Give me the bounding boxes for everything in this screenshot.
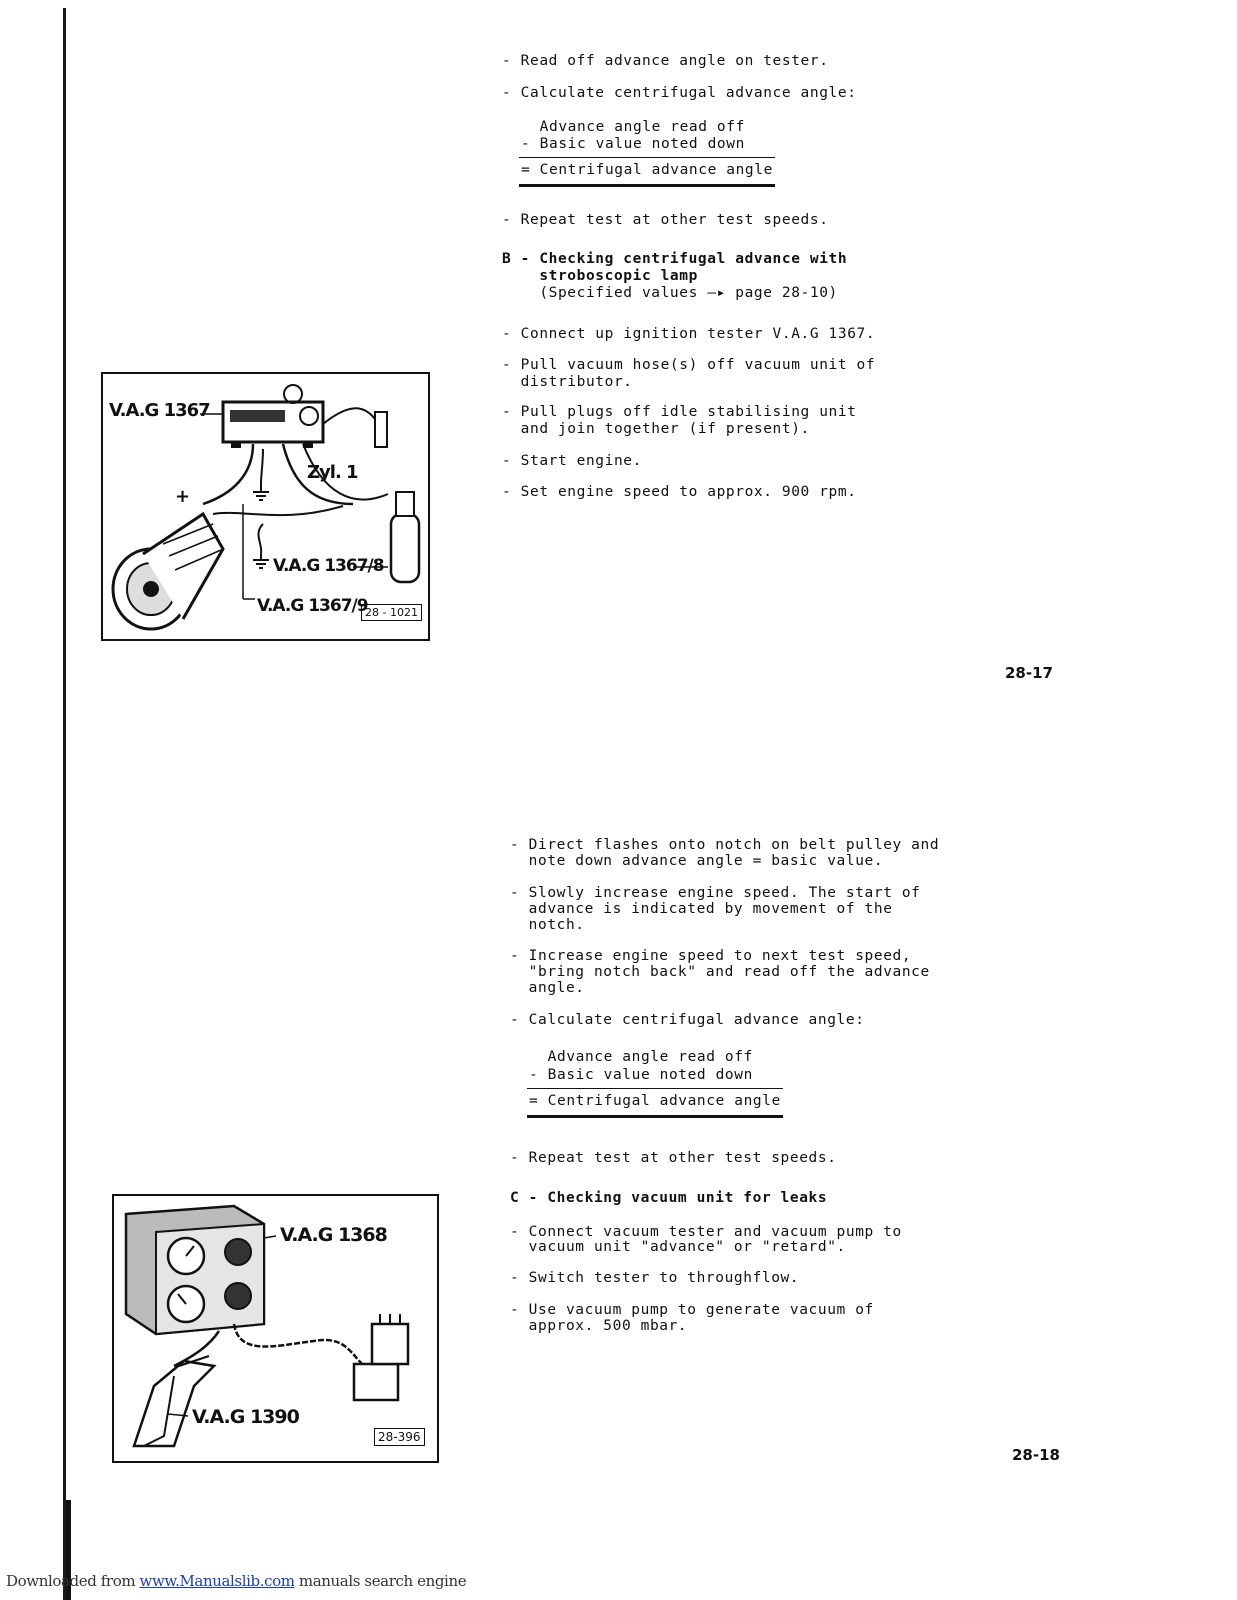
- step-next-speed-1: - Increase engine speed to next test speed,: [510, 948, 912, 964]
- label-vag-1390: V.A.G 1390: [192, 1406, 299, 1428]
- calc2-line-read-off: Advance angle read off: [529, 1049, 753, 1065]
- step-generate-vacuum-2: approx. 500 mbar.: [510, 1318, 688, 1334]
- step-pull-plugs-2: and join together (if present).: [502, 421, 810, 437]
- step-connect-vacuum-1: - Connect vacuum tester and vacuum pump to: [510, 1224, 902, 1240]
- section-b-spec: (Specified values —▸ page 28-10): [502, 285, 838, 301]
- figure-ref-28-1021: 28 - 1021: [361, 604, 422, 621]
- step-direct-flashes-1: - Direct flashes onto notch on belt pulley and: [510, 837, 940, 853]
- label-cylinder-1: Zyl. 1: [307, 462, 358, 483]
- label-plus: +: [175, 486, 190, 507]
- calc2-rule-top: [527, 1088, 783, 1089]
- calc-result: = Centrifugal advance angle: [521, 162, 773, 178]
- calc2-line-basic-value: - Basic value noted down: [529, 1067, 753, 1083]
- step-increase-slowly-2: advance is indicated by movement of the: [510, 901, 893, 917]
- step-next-speed-3: angle.: [510, 980, 585, 996]
- step-pull-hose-1: - Pull vacuum hose(s) off vacuum unit of: [502, 357, 876, 373]
- step-start-engine: - Start engine.: [502, 453, 642, 469]
- section-b-title-1: B - Checking centrifugal advance with: [502, 251, 848, 267]
- step-pull-plugs-1: - Pull plugs off idle stabilising unit: [502, 404, 857, 420]
- step-increase-slowly-1: - Slowly increase engine speed. The start of: [510, 885, 921, 901]
- step-pull-hose-2: distributor.: [502, 374, 633, 390]
- calc-rule-top: [519, 157, 775, 158]
- step-next-speed-2: "bring notch back" and read off the advance: [510, 964, 930, 980]
- figure-ignition-tester: [101, 372, 430, 641]
- step-repeat-test-2: - Repeat test at other test speeds.: [510, 1150, 837, 1166]
- page-number-28-18: 28-18: [1012, 1446, 1060, 1464]
- section-c-title: C - Checking vacuum unit for leaks: [510, 1190, 828, 1206]
- label-vag-1367: V.A.G 1367: [109, 400, 210, 421]
- step-connect-tester: - Connect up ignition tester V.A.G 1367.: [502, 326, 876, 342]
- manualslib-link[interactable]: www.Manualslib.com: [139, 1572, 295, 1590]
- calc-line-read-off: Advance angle read off: [521, 119, 745, 135]
- footer-prefix: Downloaded from: [6, 1572, 140, 1590]
- step-set-speed: - Set engine speed to approx. 900 rpm.: [502, 484, 857, 500]
- step-connect-vacuum-2: vacuum unit "advance" or "retard".: [510, 1239, 846, 1255]
- calc-rule-bottom: [519, 184, 775, 187]
- step-read-off-angle: - Read off advance angle on tester.: [502, 53, 829, 69]
- step-direct-flashes-2: note down advance angle = basic value.: [510, 853, 884, 869]
- step-increase-slowly-3: notch.: [510, 917, 585, 933]
- figure-ref-28-396: 28-396: [374, 1428, 425, 1446]
- step-calculate-angle-2: - Calculate centrifugal advance angle:: [510, 1012, 865, 1028]
- scan-edge-left: [63, 8, 66, 1600]
- calc2-result: = Centrifugal advance angle: [529, 1093, 781, 1109]
- step-calculate-angle: - Calculate centrifugal advance angle:: [502, 85, 857, 101]
- page-number-28-17: 28-17: [1005, 664, 1053, 682]
- download-footer: [6, 1572, 466, 1590]
- section-b-title-2: stroboscopic lamp: [502, 268, 698, 284]
- footer-suffix: manuals search engine: [294, 1572, 467, 1590]
- step-switch-throughflow: - Switch tester to throughflow.: [510, 1270, 800, 1286]
- label-vag-1368: V.A.G 1368: [280, 1224, 387, 1246]
- label-vag-1367-8: V.A.G 1367/8: [273, 556, 384, 576]
- step-repeat-test: - Repeat test at other test speeds.: [502, 212, 829, 228]
- label-vag-1367-9: V.A.G 1367/9: [257, 596, 368, 616]
- calc2-rule-bottom: [527, 1115, 783, 1118]
- step-generate-vacuum-1: - Use vacuum pump to generate vacuum of: [510, 1302, 874, 1318]
- figure-vacuum-tester: [112, 1194, 439, 1463]
- calc-line-basic-value: - Basic value noted down: [521, 136, 745, 152]
